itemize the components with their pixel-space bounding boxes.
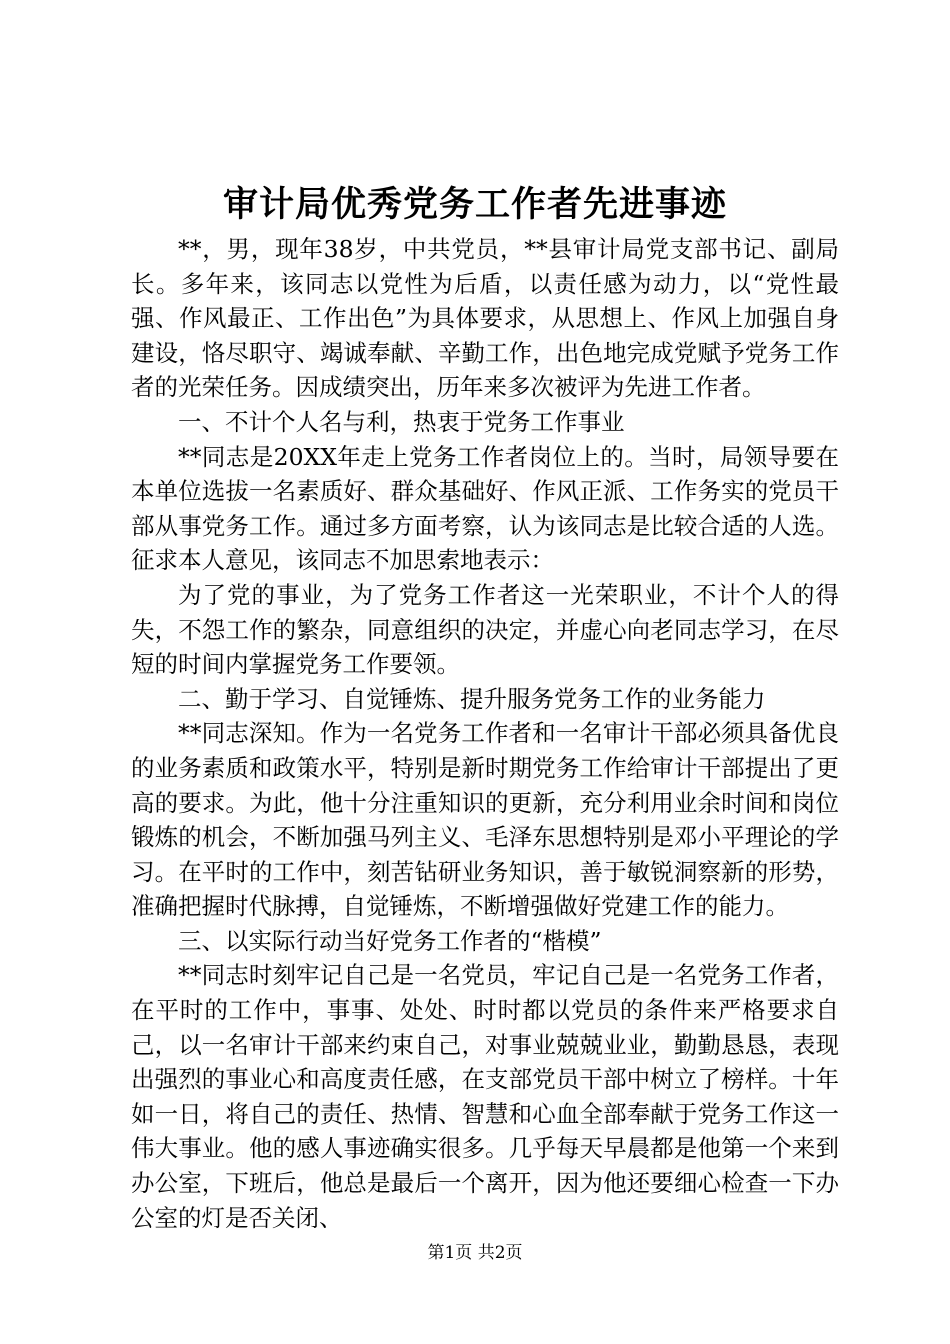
paragraph-section-2: **同志深知。作为一名党务工作者和一名审计干部必须具备优良的业务素质和政策水平，特别是新时期党务工作给审计干部提出了更高的要求。为此，他十分注重知识的更新，充分利用业余时间和岗位锻炼的机会，不断加强马列主义、毛泽东思想特别是邓小平理论的学习。在平时的工作中，刻苦钻研业务知识，善于敏锐洞察新的形势，准确把握时代脉搏，自觉锤炼，不断增强做好党建工作的能力。: [131, 719, 839, 921]
paragraph-section-3: **同志时刻牢记自己是一名党员，牢记自己是一名党务工作者，在平时的工作中，事事、处处、时时都以党员的条件来严格要求自己，以一名审计干部来约束自己，对事业兢兢业业，勤勤恳恳，表现出强烈的事业心和高度责任感，在支部党员干部中树立了榜样。十年如一日，将自己的责任、热情、智慧和心血全部奉献于党务工作这一伟大事业。他的感人事迹确实很多。几乎每天早晨都是他第一个来到办公室，下班后，他总是最后一个离开，因为他还要细心检查一下办公室的灯是否关闭、: [131, 961, 839, 1232]
document-title: 审计局优秀党务工作者先进事迹: [222, 184, 727, 225]
section-heading-2: 二、勤于学习、自觉锤炼、提升服务党务工作的业务能力: [178, 684, 766, 713]
section-heading-3: 三、以实际行动当好党务工作者的“楷模”: [178, 926, 602, 955]
document-body: [131, 232, 839, 1235]
section-heading-1: 一、不计个人名与利，热衷于党务工作事业: [178, 407, 625, 436]
paragraph-section-1-quote: 为了党的事业，为了党务工作者这一光荣职业，不计个人的得失，不怨工作的繁杂，同意组织的决定，并虚心向老同志学习，在尽短的时间内掌握党务工作要领。: [131, 580, 839, 679]
paragraph-intro: **，男，现年38岁，中共党员，**县审计局党支部书记、副局长。多年来，该同志以党性为后盾，以责任感为动力，以“党性最强、作风最正、工作出色”为具体要求，从思想上、作风上加强自身建设，恪尽职守、竭诚奉献、辛勤工作，出色地完成党赋予党务工作者的光荣任务。因成绩突出，历年来多次被评为先进工作者。: [131, 235, 839, 402]
paragraph-section-1: **同志是20XX年走上党务工作者岗位上的。当时，局领导要在本单位选拔一名素质好、群众基础好、作风正派、工作务实的党员干部从事党务工作。通过多方面考察，认为该同志是比较合适的人选。征求本人意见，该同志不加思索地表示：: [131, 442, 839, 575]
page-number-footer: 第1页 共2页: [427, 1243, 523, 1263]
